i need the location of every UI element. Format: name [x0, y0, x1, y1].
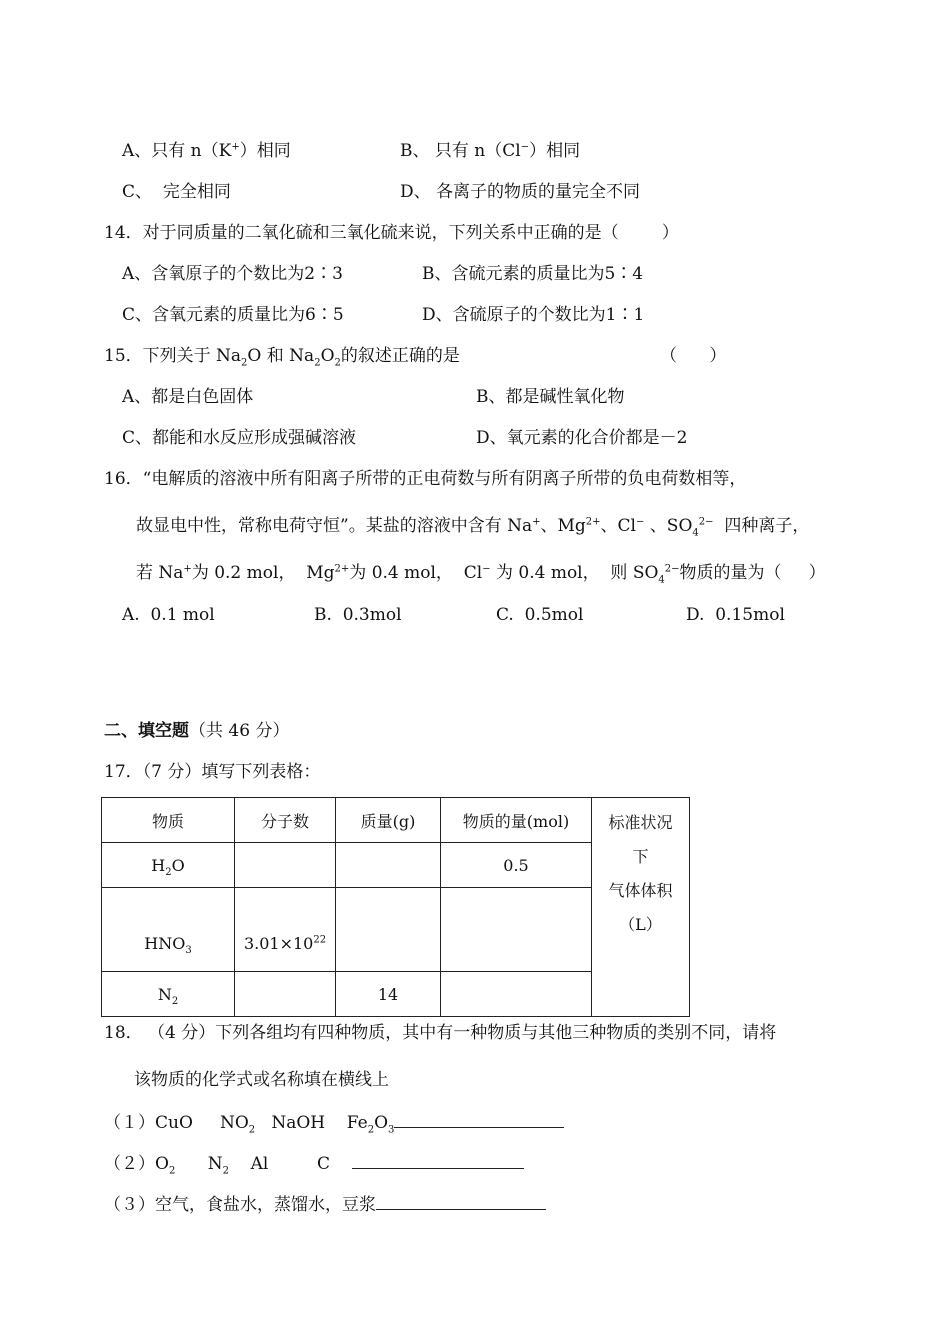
q16-l3d: 为 0.4 mol， 则 SO — [490, 563, 659, 583]
g2-d: C — [316, 1154, 330, 1174]
g2-answer-blank[interactable] — [352, 1152, 524, 1169]
q16-line2 — [136, 515, 809, 537]
q16-l3e: 物质的量为（ ） — [679, 563, 826, 583]
q15-s1: 15．下列关于 Na — [104, 346, 242, 366]
cell-h2o — [102, 843, 235, 888]
cell-h2o-mass[interactable] — [336, 843, 441, 888]
q15-option-b: B、都是碱性氧化物 — [476, 387, 625, 407]
cell-hno3-moles[interactable] — [441, 888, 592, 972]
cell-hno3 — [102, 888, 235, 972]
q16-so4-sub: 4 — [692, 527, 699, 539]
g1-label: （１） — [104, 1113, 155, 1133]
q16-l2c: 、Cl — [600, 516, 636, 536]
q18-group1 — [104, 1111, 564, 1134]
g1-answer-blank[interactable] — [394, 1111, 564, 1128]
q15-stem — [104, 345, 460, 367]
q13-option-a — [122, 140, 291, 162]
q16-option-a: A. 0.1 mol — [122, 605, 215, 625]
g1-a: CuO — [155, 1113, 193, 1133]
q15-sub1: 2 — [241, 357, 248, 369]
q16-l3c: 为 0.4 mol， Cl — [349, 563, 483, 583]
h2o-sub: 2 — [165, 866, 172, 878]
cell-h2o-count[interactable] — [235, 843, 336, 888]
q17-stem: 17．（7 分）填写下列表格： — [104, 762, 321, 782]
q18-line1: 18． （4 分）下列各组均有四种物质，其中有一种物质与其他三种物质的类别不同，请将 — [104, 1023, 777, 1043]
vol-line-2: 下 — [632, 847, 649, 866]
g2-b-sub: 2 — [222, 1165, 229, 1177]
cell-hno3-mass[interactable] — [336, 888, 441, 972]
hno3-text: HNO — [144, 934, 186, 953]
header-molecule-count: 分子数 — [235, 798, 336, 843]
q18-group3 — [104, 1193, 546, 1216]
g3-answer-blank[interactable] — [376, 1193, 546, 1210]
q15-sub3: 2 — [334, 357, 341, 369]
n2-sub: 2 — [171, 995, 179, 1007]
header-moles: 物质的量(mol) — [441, 798, 592, 843]
q16-l3-cl-sup: − — [482, 563, 491, 575]
q13-b-text: B、 只有 n（Cl — [400, 141, 521, 161]
cell-n2-count[interactable] — [235, 972, 336, 1017]
q16-l3b: 为 0.2 mol， Mg — [191, 563, 335, 583]
q17-table — [101, 797, 690, 1017]
g2-b: N — [207, 1154, 223, 1174]
hno3-count-sup: 22 — [313, 934, 327, 946]
q16-l2b: 、Mg — [540, 516, 586, 536]
q15-s2: O 和 Na — [247, 346, 315, 366]
q16-l3-mg-sup: 2+ — [334, 563, 350, 575]
g3-text: 空气，食盐水，蒸馏水，豆浆 — [155, 1195, 376, 1215]
q16-l3-na-sup: + — [183, 563, 192, 575]
n2-text: N — [157, 984, 172, 1004]
q15-s4: 的叙述正确的是 — [340, 346, 460, 366]
q16-cl-sup: − — [636, 516, 645, 528]
g2-label: （２） — [104, 1154, 155, 1174]
q16-mg-sup: 2+ — [585, 516, 601, 528]
q16-option-d: D. 0.15mol — [686, 605, 785, 625]
section2-heading — [104, 720, 289, 742]
vol-line-4: （L） — [619, 915, 662, 934]
hno3-count-text: 3.01×10 — [243, 934, 314, 953]
q13-option-b — [400, 140, 580, 162]
section2-score: （共 46 分） — [189, 721, 290, 741]
g3-label: （３） — [104, 1195, 155, 1215]
q13-option-c: C、 完全相同 — [122, 182, 231, 202]
q16-option-b: B. 0.3mol — [314, 605, 402, 625]
g1-b: NO — [219, 1113, 249, 1133]
header-gas-volume — [592, 798, 690, 1017]
q14-option-b: B、含硫元素的质量比为5∶4 — [422, 264, 644, 284]
q16-so4-sup: 2− — [698, 516, 714, 528]
g2-a: O — [155, 1154, 169, 1174]
q14-option-d: D、含硫原子的个数比为1∶1 — [422, 305, 645, 325]
q16-l3-so4-sub: 4 — [658, 574, 665, 586]
header-substance: 物质 — [102, 798, 235, 843]
cell-hno3-count — [235, 888, 336, 972]
q13-a-sup: + — [231, 141, 240, 153]
q16-line3 — [136, 562, 826, 584]
vol-line-3: 气体体积 — [608, 881, 673, 900]
q13-a-text: A、只有 n（K — [122, 141, 232, 161]
g1-d-mid: O — [374, 1113, 388, 1133]
cell-n2-mass: 14 — [336, 972, 441, 1017]
section2-title: 二、填空题 — [104, 721, 189, 741]
q14-stem: 14．对于同质量的二氧化硫和三氧化硫来说，下列关系中正确的是（ ） — [104, 223, 679, 243]
cell-n2 — [102, 972, 235, 1017]
q13-a-post: ）相同 — [239, 141, 291, 161]
g1-c: NaOH — [271, 1113, 326, 1133]
g1-d-sub1: 2 — [367, 1124, 375, 1136]
q15-s3: O — [320, 346, 335, 366]
q15-option-c: C、都能和水反应形成强碱溶液 — [122, 428, 357, 448]
g1-d-sub2: 3 — [388, 1124, 395, 1136]
q16-line1: 16．“电解质的溶液中所有阳离子所带的正电荷数与所有阴离子所带的负电荷数相等， — [104, 469, 747, 489]
hno3-sub: 3 — [185, 945, 192, 957]
q15-sub2: 2 — [314, 357, 321, 369]
cell-n2-moles[interactable] — [441, 972, 592, 1017]
q16-l2d: 、SO — [644, 516, 693, 536]
q13-option-d: D、 各离子的物质的量完全不同 — [400, 182, 641, 202]
q18-line2: 该物质的化学式或名称填在横线上 — [134, 1070, 389, 1090]
q16-na-sup: + — [532, 516, 541, 528]
q13-b-post: ）相同 — [529, 141, 581, 161]
g2-a-sub: 2 — [168, 1165, 176, 1177]
q13-b-sup: − — [520, 141, 530, 153]
g1-d: Fe — [346, 1113, 368, 1133]
g1-b-sub: 2 — [248, 1124, 256, 1136]
h2o-o: O — [171, 855, 185, 875]
q14-option-a: A、含氧原子的个数比为2∶3 — [122, 264, 343, 284]
q16-l2a: 故显电中性，常称电荷守恒”。某盐的溶液中含有 Na — [136, 516, 533, 536]
q15-option-d: D、氧元素的化合价都是－2 — [476, 428, 688, 448]
q16-option-c: C. 0.5mol — [496, 605, 584, 625]
q16-l3a: 若 Na — [136, 563, 184, 583]
q15-option-a: A、都是白色固体 — [122, 387, 254, 407]
vol-line-1: 标准状况 — [608, 813, 673, 832]
g2-c: Al — [250, 1154, 269, 1174]
q16-l3-so4-sup: 2− — [664, 563, 680, 575]
header-mass: 质量(g) — [336, 798, 441, 843]
cell-h2o-moles: 0.5 — [441, 843, 592, 888]
q16-l2e: 四种离子， — [713, 516, 810, 536]
q18-group2 — [104, 1152, 524, 1175]
q14-option-c: C、含氧元素的质量比为6∶5 — [122, 305, 344, 325]
h2o-h: H — [151, 855, 166, 875]
q15-answer-paren: （ ） — [660, 346, 727, 366]
